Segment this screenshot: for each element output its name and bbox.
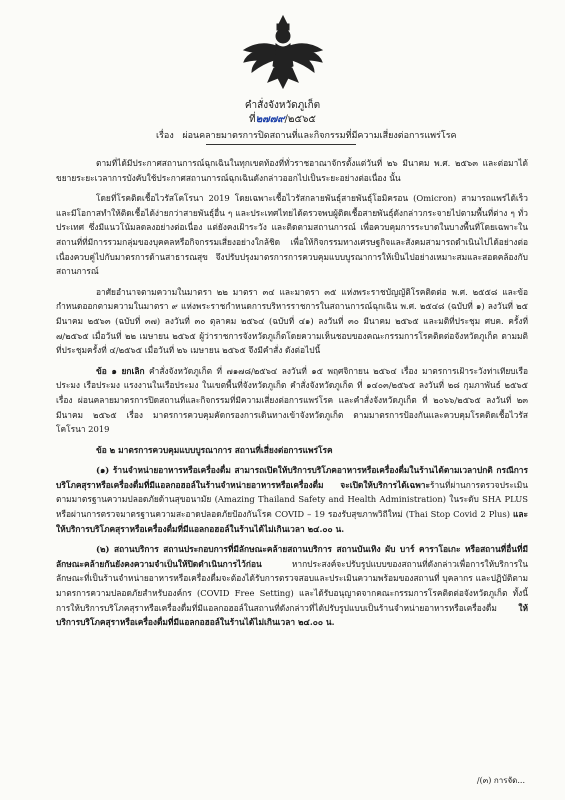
- item-1-bold: (๑) ร้านจำหน่ายอาหารหรือเครื่องดื่ม สามารถเปิดให้บริการบริโภคอาหารหรือเครื่องดื่มในร้านได้ตามเวลาปกติ กรณีการบริโภคสุราหรือเครื่องดื่มที่มีแอลกอฮอล์ในร้านจำหน่ายอาหารหรือเครื่องดื่ม จะเปิดให้บริการได้เฉพาะ: [56, 465, 528, 490]
- document-body: [56, 156, 528, 636]
- order-number-prefix: ที่: [248, 114, 256, 125]
- clause-1: [56, 364, 528, 437]
- clause-2-title: ข้อ ๒ มาตรการควบคุมแบบบูรณาการ สถานที่เสี่ยงต่อการแพร่โรค: [96, 444, 333, 455]
- page-continuation: /(๓) การจัด...: [476, 776, 525, 785]
- clause-2-item-1: [56, 463, 528, 536]
- paragraph-authority: อาศัยอำนาจตามความในมาตรา ๒๒ มาตรา ๓๔ และมาตรา ๓๕ แห่งพระราชบัญญัติโรคติดต่อ พ.ศ. ๒๕๕๘ และข้อกำหนดออกตามความในมาตรา ๙ แห่งพระราชกำหนดการบริหารราชการในสถานการณ์ฉุกเฉิน พ.ศ. ๒๕๔๘ (ฉบับที่ ๑) ลงวันที่ ๒๕ มีนาคม ๒๕๖๓ (ฉบับที่ ๓๗) ลงวันที่ ๓๐ ตุลาคม ๒๕๖๔ (ฉบับที่ ๔๑) ลงวันที่ ๓๐ มีนาคม ๒๕๖๕ และมติที่ประชุม ศบค. ครั้งที่ ๗/๒๕๖๕ เมื่อวันที่ ๒๒ เมษายน ๒๕๖๕ ผู้ว่าราชการจังหวัดภูเก็ตโดยความเห็นชอบของคณะกรรมการโรคติดต่อจังหวัดภูเก็ต ตามมติที่ประชุมครั้งที่ ๔/๒๕๖๕ เมื่อวันที่ ๒๖ เมษายน ๒๕๖๕ จึงมีคำสั่ง ดังต่อไปนี้: [56, 286, 528, 356]
- subject-label: เรื่อง: [156, 131, 174, 141]
- order-subject: [156, 128, 536, 142]
- header-divider: [206, 144, 356, 145]
- clause-1-text: คำสั่งจังหวัดภูเก็ต ที่ ๗๑๗๘/๒๕๖๔ ลงวันที่ ๑๕ พฤศจิกายน ๒๕๖๔ เรื่อง มาตรการเฝ้าระวังท่าเทียบเรือประมง เรือประมง แรงงานในเรือประมง ในเขตพื้นที่จังหวัดภูเก็ต คำสั่งจังหวัดภูเก็ต ที่ ๑๔๐๓/๒๕๖๕ ลงวันที่ ๒๘ กุมภาพันธ์ ๒๕๖๕ เรื่อง ผ่อนคลายมาตรการปิดสถานที่และกิจกรรมที่มีความเสี่ยงต่อการแพร่โรค และคำสั่งจังหวัดภูเก็ต ที่ ๒๐๖๖/๒๕๖๕ ลงวันที่ ๒๓ มีนาคม ๒๕๖๕ เรื่อง มาตรการควบคุมคัดกรองการเดินทางเข้าจังหวัดภูเก็ต ตามมาตรการป้องกันและควบคุมโรคติดเชื้อไวรัสโคโรนา 2019: [56, 365, 528, 435]
- order-number: [0, 112, 565, 127]
- garuda-emblem-icon: [240, 12, 326, 92]
- handwritten-number: ๒๗๗๙: [255, 114, 285, 125]
- paragraph-reason: โดยที่โรคติดเชื้อไวรัสโคโรนา 2019 โดยเฉพาะเชื้อไวรัสกลายพันธุ์สายพันธุ์โอมิครอน (Omicron) สามารถแพร่ได้เร็วและมีโอกาสทำให้ติดเชื้อได้ง่ายกว่าสายพันธุ์อื่น ๆ และประเทศไทยได้ตรวจพบผู้ติดเชื้อสายพันธุ์ดังกล่าวกระจายไปตามพื้นที่ต่าง ๆ ทั่วประเทศ ซึ่งมีแนวโน้มลดลงอย่างต่อเนื่อง แต่ยังคงเฝ้าระวัง และติดตามสถานการณ์ เพื่อควบคุมการระบาดในบางพื้นที่โดยเฉพาะในสถานที่ที่มีการรวมกลุ่มของบุคคลหรือกิจกรรมเสี่ยงอย่างใกล้ชิด เพื่อให้กิจกรรมทางเศรษฐกิจและสังคมสามารถดำเนินไปได้อย่างต่อเนื่องควบคู่ไปกับมาตรการด้านสาธารณสุข จึงปรับปรุงมาตรการการควบคุมแบบบูรณาการให้เป็นไปอย่างเหมาะสมและสอดคล้องกับสถานการณ์: [56, 193, 528, 277]
- item-1-end: และให้บริการบริโภคสุราหรือเครื่องดื่มที่มีแอลกอฮอล์ในร้านได้ไม่เกินเวลา ๒๔.๐๐ น.: [56, 509, 528, 534]
- item-2-bold: (๒) สถานบริการ สถานประกอบการที่มีลักษณะคล้ายสถานบริการ สถานบันเทิง ผับ บาร์ คาราโอเกะ หรือสถานที่อื่นที่มีลักษณะคล้ายกันยังคงความจำเป็นให้ปิดดำเนินการไว้ก่อน: [56, 544, 528, 569]
- item-1-plain: ร้านที่ผ่านการตรวจประเมินตามมาตรฐานความปลอดภัยด้านสุขอนามัย (Amazing Thailand Safety and Health Administration) ในระดับ SHA PLUS หรือผ่านการตรวจมาตรฐานความสะอาดปลอดภัยป้องกันโรค COVID – 19 รองรับสุขภาพวิถีใหม่ (Thai Stop Covid 2 Plus): [56, 479, 528, 520]
- subject-text: ผ่อนคลายมาตรการปิดสถานที่และกิจกรรมที่มีความเสี่ยงต่อการแพร่โรค: [182, 131, 457, 141]
- clause-2-item-2: [56, 542, 528, 630]
- clause-1-label: ข้อ ๑ ยกเลิก: [96, 365, 145, 376]
- item-2-end: ให้บริการบริโภคสุราหรือเครื่องดื่มที่มีแอลกอฮอล์ในร้านได้ไม่เกินเวลา ๒๔.๐๐ น.: [56, 602, 528, 628]
- paragraph-preamble: ตามที่ได้มีประกาศสถานการณ์ฉุกเฉินในทุกเขตท้องที่ทั่วราชอาณาจักรตั้งแต่วันที่ ๒๖ มีนาคม พ.ศ. ๒๕๖๓ และต่อมาได้ขยายระยะเวลาการบังคับใช้ประกาศสถานการณ์ฉุกเฉินดังกล่าวออกไปเป็นระยะอย่างต่อเนื่อง นั้น: [56, 158, 528, 183]
- item-2-plain: หากประสงค์จะปรับรูปแบบของสถานที่ดังกล่าวเพื่อการให้บริการในลักษณะที่เป็นร้านจำหน่ายอาหารหรือเครื่องดื่มจะต้องได้รับการตรวจสอบและประเมินความพร้อมของสถานที่ บุคลากร และปฏิบัติตามมาตรการความปลอดภัยสำหรับองค์กร (COVID Free Setting) และได้รับอนุญาตจากคณะกรรมการโรคติดต่อจังหวัดภูเก็ต ทั้งนี้ การให้บริการบริโภคสุราหรือเครื่องดื่มที่มีแอลกอฮอล์ในสถานที่ดังกล่าวที่ได้ปรับรูปแบบเป็นร้านจำหน่ายอาหารหรือเครื่องดื่ม: [56, 558, 528, 613]
- order-title: คำสั่งจังหวัดภูเก็ต: [244, 100, 321, 111]
- order-number-year: /๒๕๖๕: [284, 114, 316, 125]
